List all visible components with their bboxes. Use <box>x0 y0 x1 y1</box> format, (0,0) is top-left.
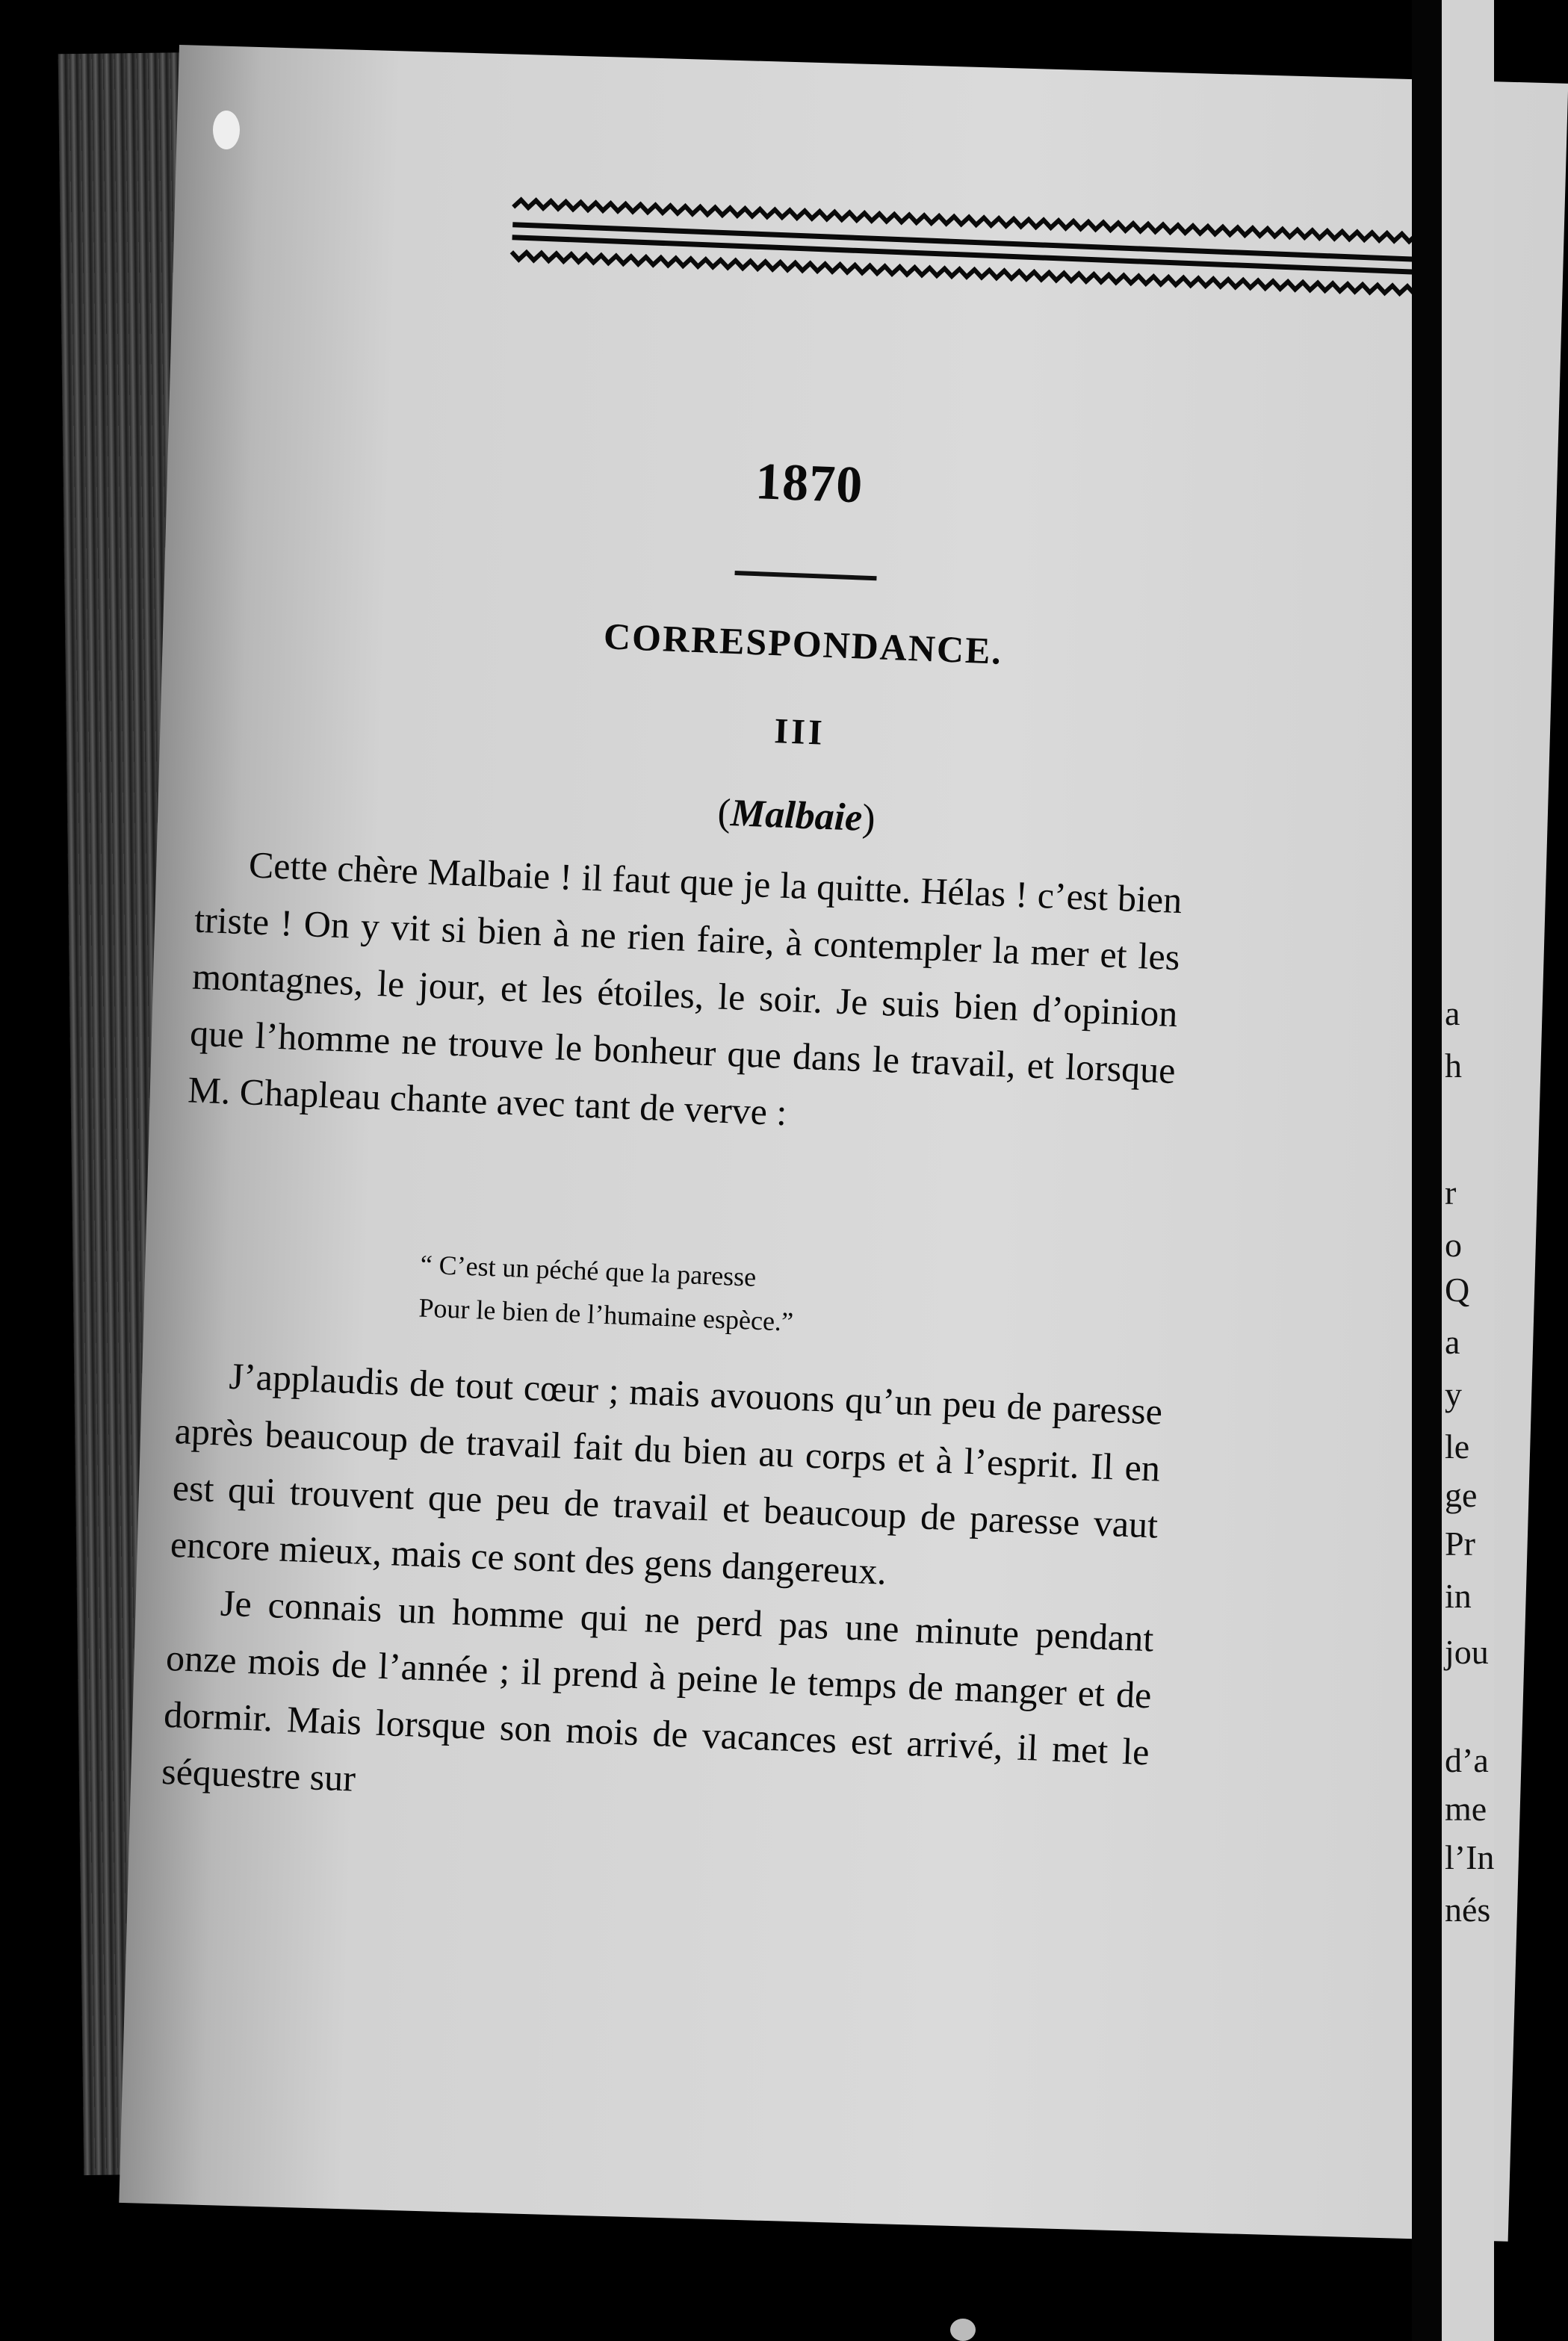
paragraph-1: Cette chère Malbaie ! il faut que je la quitte. Hélas ! c’est bien triste ! On y vit si bien à ne rien faire, à contempler la mer et les montagnes, le jour, et les étoiles, le soir. Je suis bien d’opinion que l’homme ne trouve le bonheur que dans le travail, et lorsque M. Chapleau chante avec tant de verve : <box>187 843 1183 1134</box>
facing-fragment: le <box>1445 1427 1470 1466</box>
facing-fragment: nés <box>1445 1891 1491 1929</box>
verse-line-2: Pour le bien de l’humaine espèce.” <box>418 1292 794 1337</box>
book-gutter <box>1412 0 1442 2341</box>
body-section-2 <box>161 1345 1163 1837</box>
zigzag-ornament <box>511 199 1484 311</box>
facing-fragment: r <box>1445 1173 1457 1212</box>
facing-fragment: ge <box>1445 1476 1478 1514</box>
place-open-paren: ( <box>716 791 732 834</box>
paper-speck <box>213 111 240 149</box>
facing-fragment: Pr <box>1445 1525 1475 1563</box>
facing-fragment: y <box>1445 1375 1462 1413</box>
facing-fragment: me <box>1445 1790 1487 1828</box>
facing-fragment: o <box>1445 1226 1462 1264</box>
paragraph-2: J’applaudis de tout cœur ; mais avouons qu’un peu de paresse après beaucoup de travail fait du bien au corps et à l’esprit. Il en est qui trouvent que peu de travail et beaucoup de paresse vaut encore mieux, mais ce sont des gens dangereux. <box>170 1354 1163 1593</box>
facing-page-edge <box>1442 0 1494 2341</box>
facing-fragment: a <box>1445 994 1460 1032</box>
verse-line-1: “ C’est un péché que la paresse <box>419 1249 757 1292</box>
facing-fragment: a <box>1445 1323 1460 1361</box>
facing-fragment: d’a <box>1445 1741 1489 1779</box>
verse-quote <box>418 1243 1093 1355</box>
facing-fragment: jou <box>1445 1633 1489 1671</box>
paragraph-3: Je connais un homme qui ne perd pas une minute pendant onze mois de l’année ; il prend à peine le temps de manger et de dormir. Mais lorsque son mois de vacances est arrivé, il met le séquestre sur <box>161 1581 1155 1799</box>
section-title: CORRESPONDANCE. <box>603 615 1003 672</box>
facing-fragment: h <box>1445 1047 1462 1085</box>
place-close-paren: ) <box>861 796 876 840</box>
chapter-year: 1870 <box>754 452 864 515</box>
facing-fragment: l’In <box>1445 1838 1495 1876</box>
page-content <box>161 149 1448 2056</box>
facing-fragment: Q <box>1445 1271 1470 1309</box>
title-rule <box>734 571 876 580</box>
paper-speck <box>950 2319 976 2341</box>
body-section-1 <box>187 834 1183 1156</box>
chapter-number: III <box>773 711 826 753</box>
facing-fragment: in <box>1445 1577 1472 1615</box>
place-name: Malbaie <box>730 792 864 840</box>
place-heading <box>347 776 1245 855</box>
